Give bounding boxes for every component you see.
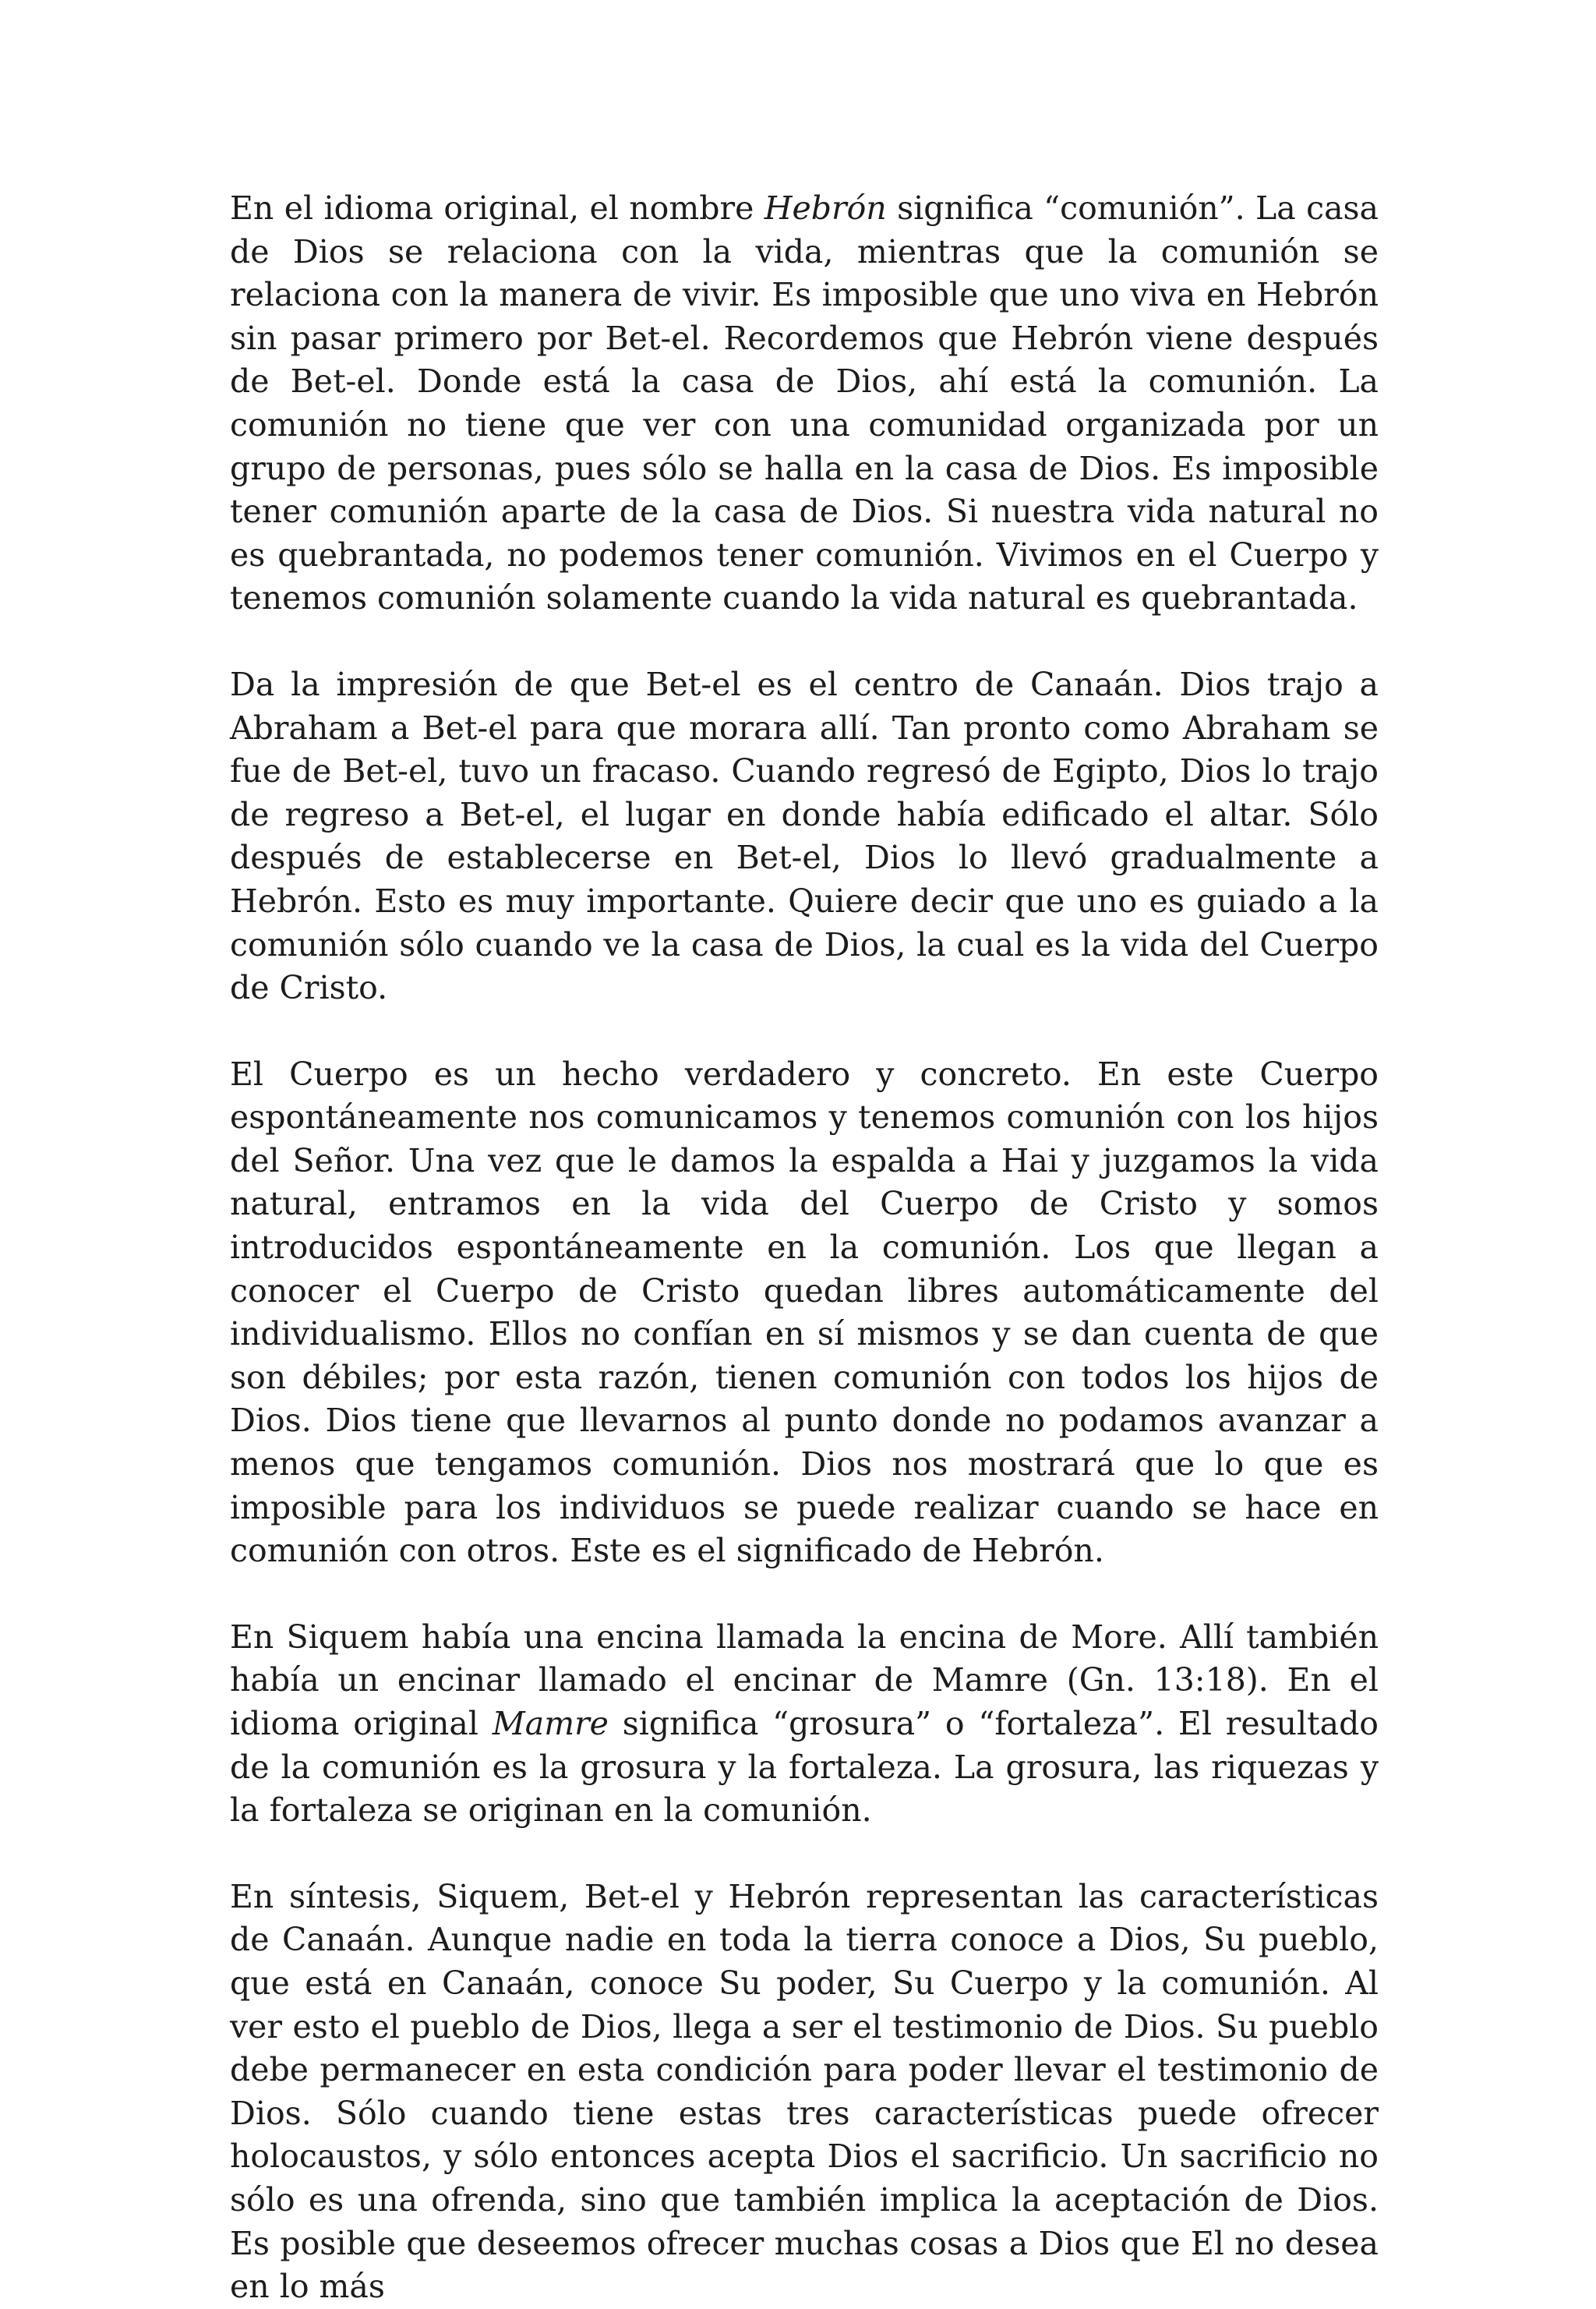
body-text [230, 187, 1379, 2309]
text-run: El Cuerpo es un hecho verdadero y concreto. En este Cuerpo espontáneamente nos comunicamos y tenemos comunión con los hijos del Señor. Una vez que le damos la espalda a Hai y juzgamos la vida natural, entramos en la vida del Cuerpo de Cristo y somos introducidos espontáneamente en la comunión. Los que llegan a conocer el Cuerpo de Cristo quedan libres automáticamente del individualismo. Ellos no confían en sí mismos y se dan cuenta de que son débiles; por esta razón, tienen comunión con todos los hijos de Dios. Dios tiene que llevarnos al punto donde no podamos avanzar a menos que tengamos comunión. Dios nos mostrará que lo que es imposible para los individuos se puede realizar cuando se hace en comunión con otros. Este es el significado de Hebrón. [230, 1055, 1379, 1570]
italic-term-hebron: Hebrón [764, 189, 887, 227]
paragraph-betel-centro [230, 663, 1379, 1010]
text-run: En síntesis, Siquem, Bet-el y Hebrón representan las características de Canaán. Aunque nadie en toda la tierra conoce a Dios, Su pueblo, que está en Canaán, conoce Su poder, Su Cuerpo y la comunión. Al ver esto el pueblo de Dios, llega a ser el testimonio de Dios. Su pueblo debe permanecer en esta condición para poder llevar el testimonio de Dios. Sólo cuando tiene estas tres características puede ofrecer holocaustos, y sólo entonces acepta Dios el sacrificio. Un sacrificio no sólo es una ofrenda, sino que también implica la aceptación de Dios. Es posible que deseemos ofrecer muchas cosas a Dios que El no desea en lo más [230, 1877, 1379, 2306]
text-run: Da la impresión de que Bet-el es el centro de Canaán. Dios trajo a Abraham a Bet-el para que morara allí. Tan pronto como Abraham se fue de Bet-el, tuvo un fracaso. Cuando regresó de Egipto, Dios lo trajo de regreso a Bet-el, el lugar en donde había edificado el altar. Sólo después de establecerse en Bet-el, Dios lo llevó gradualmente a Hebrón. Esto es muy importante. Quiere decir que uno es guiado a la comunión sólo cuando ve la casa de Dios, la cual es la vida del Cuerpo de Cristo. [230, 665, 1379, 1007]
text-run: En el idioma original, el nombre [230, 189, 764, 227]
paragraph-hebron-comunion [230, 187, 1379, 621]
text-run: significa “grosura” o “fortaleza”. El resultado de la comunión es la grosura y la fortaleza. La grosura, las riquezas y la fortaleza se originan en la comunión. [230, 1705, 1379, 1830]
paragraph-sintesis [230, 1876, 1379, 2309]
text-run: En Siquem había una encina llamada la encina de More. Allí también había un encinar llamado el encinar de Mamre (Gn. 13:18). En el idioma original [230, 1618, 1379, 1742]
paragraph-cuerpo-hecho [230, 1053, 1379, 1573]
paragraph-siquem-mamre [230, 1616, 1379, 1833]
text-run: significa “comunión”. La casa de Dios se relaciona con la vida, mientras que la comunión se relaciona con la manera de vivir. Es imposible que uno viva en Hebrón sin pasar primero por Bet-el. Recordemos que Hebrón viene después de Bet-el. Donde está la casa de Dios, ahí está la comunión. La comunión no tiene que ver con una comunidad organizada por un grupo de personas, pues sólo se halla en la casa de Dios. Es imposible tener comunión aparte de la casa de Dios. Si nuestra vida natural no es quebrantada, no podemos tener comunión. Vivimos en el Cuerpo y tenemos comunión solamente cuando la vida natural es quebrantada. [230, 189, 1379, 617]
italic-term-mamre: Mamre [492, 1705, 609, 1742]
